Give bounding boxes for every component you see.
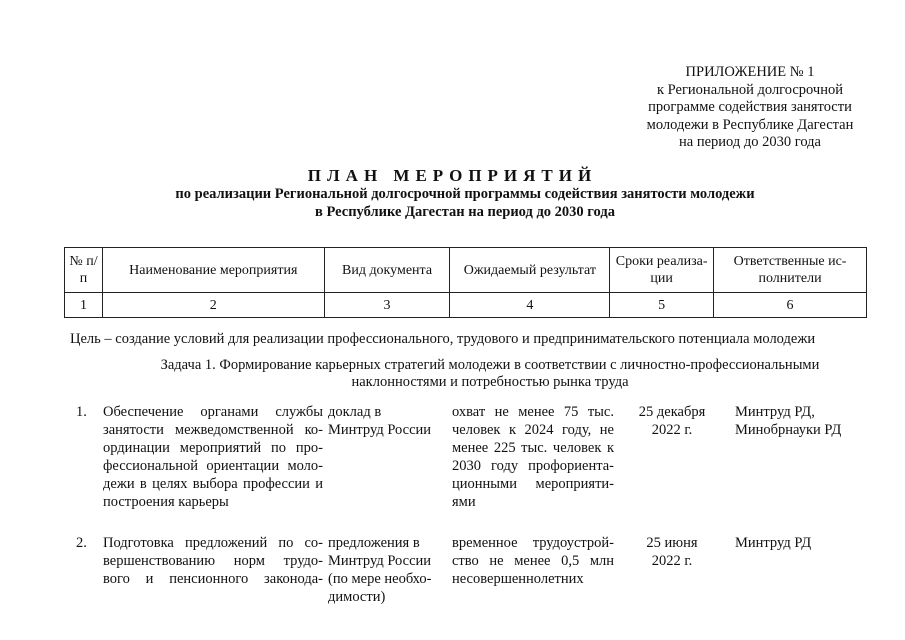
appendix-header [600,64,900,152]
row-responsible [735,534,865,552]
text-line: вого и пенсионного законода- [103,571,323,587]
appendix-line: программе содействия занятости [648,99,852,115]
task-heading [110,357,870,391]
text-line: (по мере необхо- [328,571,432,587]
header-num: № п/п [65,248,103,293]
header-name: Наименование мероприятия [102,248,324,293]
column-number: 3 [324,293,450,318]
goal-statement: Цель – создание условий для реализации профессионального, трудового и предпринимательского потенциала молодежи [70,331,816,347]
task-heading-line: Задача 1. Формирование карьерных стратегий молодежи в соответствии с личностно-профессиональными [160,357,820,373]
header-doc: Вид документа [324,248,450,293]
appendix-line: молодежи в Республике Дагестан [646,116,854,133]
plan-subtitle-line: в Республике Дагестан на период до 2030 года [315,204,615,220]
header-result: Ожидаемый результат [450,248,610,293]
text-line: Минобрнауки РД [735,422,842,438]
text-line: 2022 г. [651,422,693,438]
text-line: 2022 г. [651,553,693,569]
text-line: 25 декабря [638,404,706,420]
text-line: менее 225 тыс. человек к [452,440,614,456]
text-line: Минтруд России [328,422,432,438]
text-line: временное трудоустрой- [452,535,614,551]
text-line: предложения в [328,535,420,551]
row-responsible [735,403,865,439]
text-line: фессиональной ориентации моло- [103,458,323,474]
plan-title: ПЛАН МЕРОПРИЯТИЙ [307,166,598,185]
text-line: несовершеннолетних [452,571,584,587]
appendix-line: на период до 2030 года [679,134,821,150]
plan-subtitle [0,185,905,221]
text-line: человек к 2024 году, не [452,422,614,438]
row-document-type [328,403,448,439]
header-row [65,248,867,293]
row-document-type [328,534,448,606]
text-line: доклад в [328,404,382,420]
task-heading-line: наклонностями и потребностью рынка труда [351,374,629,390]
text-line: занятости межведомственной ко- [103,422,323,438]
column-number: 1 [65,293,103,318]
plan-subtitle-line: по реализации Региональной долгосрочной программы содействия занятости молодежи [175,186,755,202]
row-number: 2. [76,535,87,551]
row-deadline [622,534,722,570]
table-row [0,403,905,513]
text-line: вершенствованию норм трудо- [103,553,323,569]
row-number: 1. [76,404,87,420]
text-line: ординации мероприятий по про- [103,440,323,456]
text-line: ционными мероприяти- [452,476,614,492]
text-line: построения карьеры [103,494,229,510]
header-due: Сроки реализа- ции [610,248,714,293]
text-line: охват не менее 75 тыс. [452,404,614,420]
text-line: Минтруд РД, [735,404,815,420]
row-deadline [622,403,722,439]
column-number: 5 [610,293,714,318]
text-line: Подготовка предложений по со- [103,535,323,551]
text-line: Обеспечение органами службы [103,404,323,420]
column-number: 2 [102,293,324,318]
row-activity-name [103,403,323,511]
text-line: ями [452,494,476,510]
text-line: 2030 году профориента- [452,458,614,474]
row-expected-result [452,534,614,588]
text-line: 25 июня [646,535,698,551]
row-expected-result [452,403,614,511]
plan-table-header [64,247,867,318]
text-line: Минтруд РД [735,535,812,551]
column-number-row [65,293,867,318]
appendix-title: ПРИЛОЖЕНИЕ № 1 [685,64,815,80]
text-line: дежи в целях выбора профессии и [103,476,323,492]
text-line: димости) [328,589,386,605]
text-line: ство не менее 0,5 млн [452,553,614,569]
row-activity-name [103,534,323,588]
column-number: 6 [714,293,867,318]
header-responsible: Ответственные ис- полнители [714,248,867,293]
column-number: 4 [450,293,610,318]
text-line: Минтруд России [328,553,432,569]
appendix-line: к Региональной долгосрочной [657,81,843,98]
table-row [0,534,905,609]
